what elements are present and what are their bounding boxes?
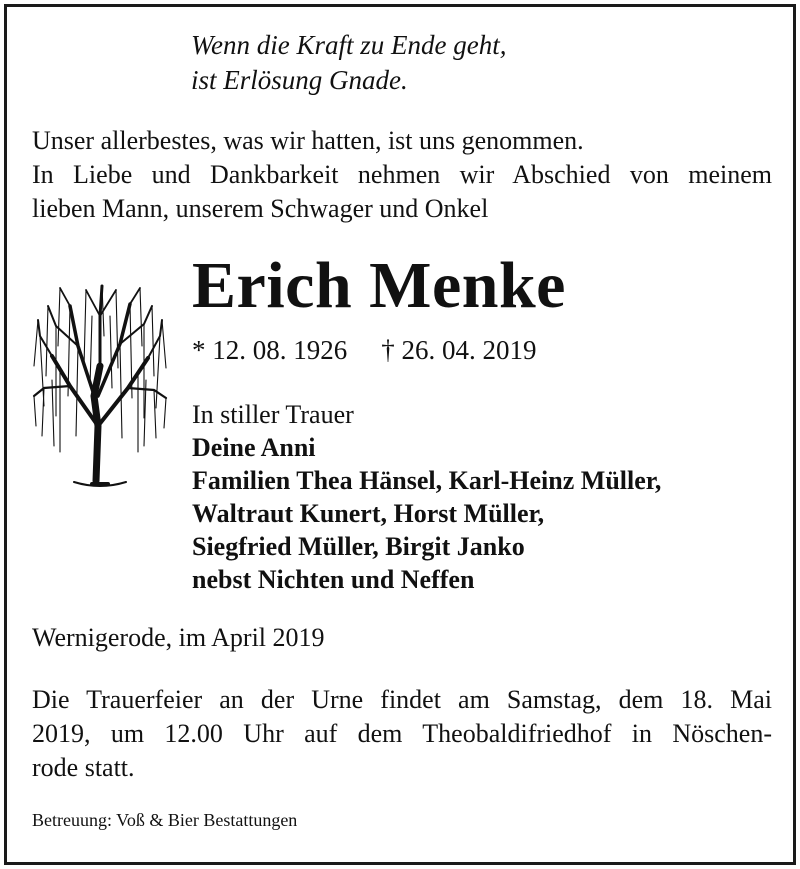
death-date: † 26. 04. 2019 [381,335,537,365]
intro-text [32,124,772,226]
intro-line-2: In Liebe und Dankbarkeit nehmen wir Abschied von meinem [32,160,772,189]
funeral-line-1: Die Trauerfeier an der Urne findet am Samstag, dem 18. Mai [32,685,772,714]
deceased-name: Erich Menke [192,249,566,322]
mourner-line: Siegfried Müller, Birgit Janko [192,532,525,561]
place-and-date: Wernigerode, im April 2019 [32,623,325,652]
mourners-intro: In stiller Trauer [192,400,354,429]
funeral-line-3: rode statt. [32,753,135,782]
motto-line-1: Wenn die Kraft zu Ende geht, [191,30,507,60]
motto-line-2: ist Erlösung Gnade. [191,65,408,95]
funeral-info [32,683,772,785]
life-dates [192,333,537,367]
tree-icon [30,276,170,490]
mourner-line: Deine Anni [192,433,316,462]
undertaker-credit: Betreuung: Voß & Bier Bestattungen [32,810,298,830]
mourner-line: Familien Thea Hänsel, Karl-Heinz Müller, [192,466,662,495]
funeral-line-2: 2019, um 12.00 Uhr auf dem Theobaldifriedhof in Nöschen- [32,719,772,748]
intro-line-3: lieben Mann, unserem Schwager und Onkel [32,194,489,223]
motto [191,28,506,98]
mourner-line: Waltraut Kunert, Horst Müller, [192,499,545,528]
birth-date: * 12. 08. 1926 [192,335,348,365]
mourners [192,398,661,596]
mourner-line: nebst Nichten und Neffen [192,565,475,594]
intro-line-1: Unser allerbestes, was wir hatten, ist uns genommen. [32,126,584,155]
